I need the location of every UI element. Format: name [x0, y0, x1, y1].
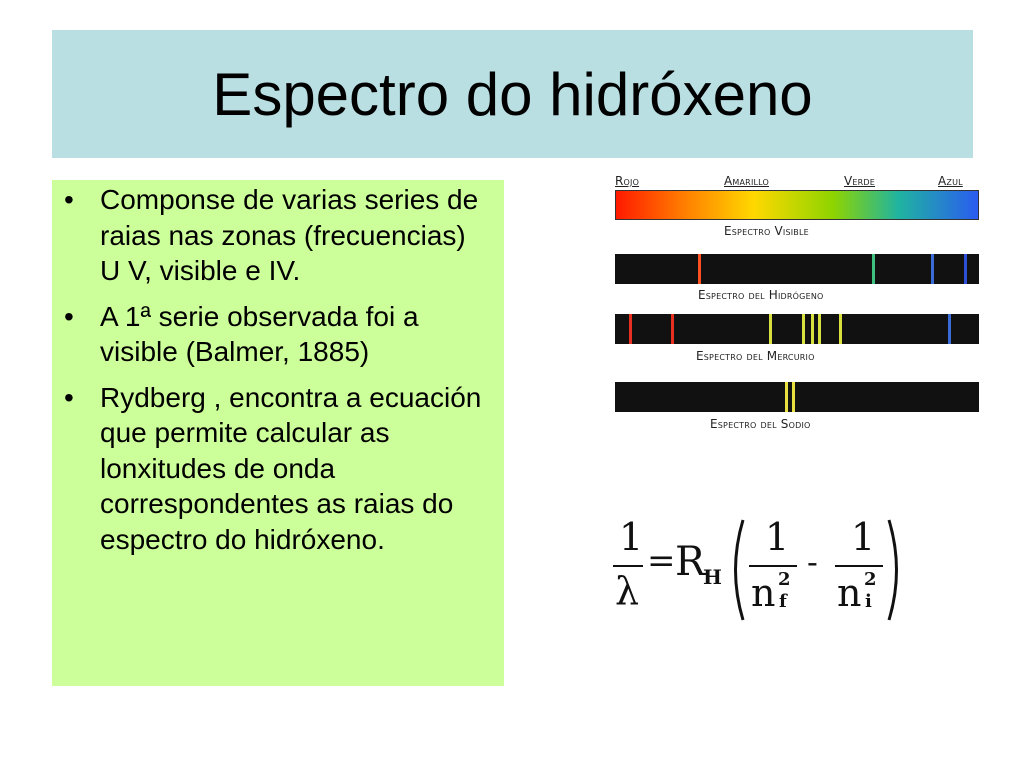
bullet-text: Componse de varias series de raias nas zonas (frecuencias) U V, visible e IV. — [100, 184, 479, 286]
spectral-line — [839, 314, 842, 344]
mercury-spectrum-label: Espectro del Mercurio — [696, 349, 815, 363]
formula-fraction-bar-ni — [835, 565, 883, 567]
slide-title: Espectro do hidróxeno — [212, 60, 813, 128]
hydrogen-spectrum-label: Espectro del Hidrógeno — [698, 288, 824, 302]
formula-R: R — [675, 539, 706, 585]
spectral-line — [792, 382, 795, 412]
spectral-line — [671, 314, 674, 344]
bullet-text-box — [52, 180, 504, 686]
formula-right-paren — [885, 517, 907, 623]
formula-subscript-i: i — [865, 591, 872, 612]
mercury-spectrum-band — [615, 314, 979, 344]
formula-fraction-bar-left — [613, 565, 643, 567]
color-label-red: Rojo — [615, 174, 640, 188]
formula-lambda: λ — [615, 569, 640, 613]
formula-superscript-2-f: 2 — [778, 569, 791, 590]
visible-spectrum-band — [615, 190, 979, 220]
spectral-line — [948, 314, 951, 344]
formula-one-nf: 1 — [765, 515, 790, 559]
spectral-line — [698, 254, 701, 284]
bullet-marker: • — [64, 381, 74, 413]
bullet-text: A 1ª serie observada foi a visible (Balmer, 1885) — [100, 300, 419, 367]
bullet-marker: • — [64, 300, 74, 332]
spectral-line — [964, 254, 967, 284]
rydberg-formula — [567, 485, 925, 645]
formula-fraction-bar-nf — [749, 565, 797, 567]
bullet-item — [60, 380, 490, 558]
spectral-line — [811, 314, 814, 344]
spectral-line — [818, 314, 821, 344]
bullet-item — [60, 182, 490, 289]
hydrogen-spectrum-band — [615, 254, 979, 284]
visible-spectrum-label: Espectro Visible — [724, 224, 809, 238]
sodium-spectrum-band — [615, 382, 979, 412]
title-bar — [52, 30, 973, 158]
formula-one-ni: 1 — [851, 515, 876, 559]
formula-subscript-H: H — [703, 565, 722, 589]
spectral-line — [931, 254, 934, 284]
spectral-line — [802, 314, 805, 344]
formula-subscript-f: f — [779, 591, 787, 612]
spectra-image — [612, 168, 982, 438]
formula-minus: - — [807, 543, 818, 581]
spectral-line — [629, 314, 632, 344]
formula-one-left: 1 — [619, 515, 644, 559]
bullet-marker: • — [64, 184, 74, 215]
formula-n-i: n — [837, 571, 862, 615]
formula-equals: = — [647, 541, 676, 581]
sodium-spectrum-label: Espectro del Sodio — [710, 417, 811, 431]
formula-superscript-2-i: 2 — [864, 569, 877, 590]
bullet-text: Rydberg , encontra a ecuación que permite calcular as lonxitudes de onda correspondentes as raias do espectro do hidróxeno. — [100, 381, 482, 555]
bullet-list — [60, 182, 490, 557]
formula-left-paren — [725, 517, 747, 623]
formula-n-f: n — [751, 571, 776, 615]
color-label-blue: Azul — [938, 174, 963, 188]
color-label-green: Verde — [844, 174, 876, 188]
spectral-line — [785, 382, 788, 412]
spectral-line — [872, 254, 875, 284]
color-label-yellow: Amarillo — [724, 174, 770, 188]
bullet-item — [60, 299, 490, 370]
spectral-line — [769, 314, 772, 344]
